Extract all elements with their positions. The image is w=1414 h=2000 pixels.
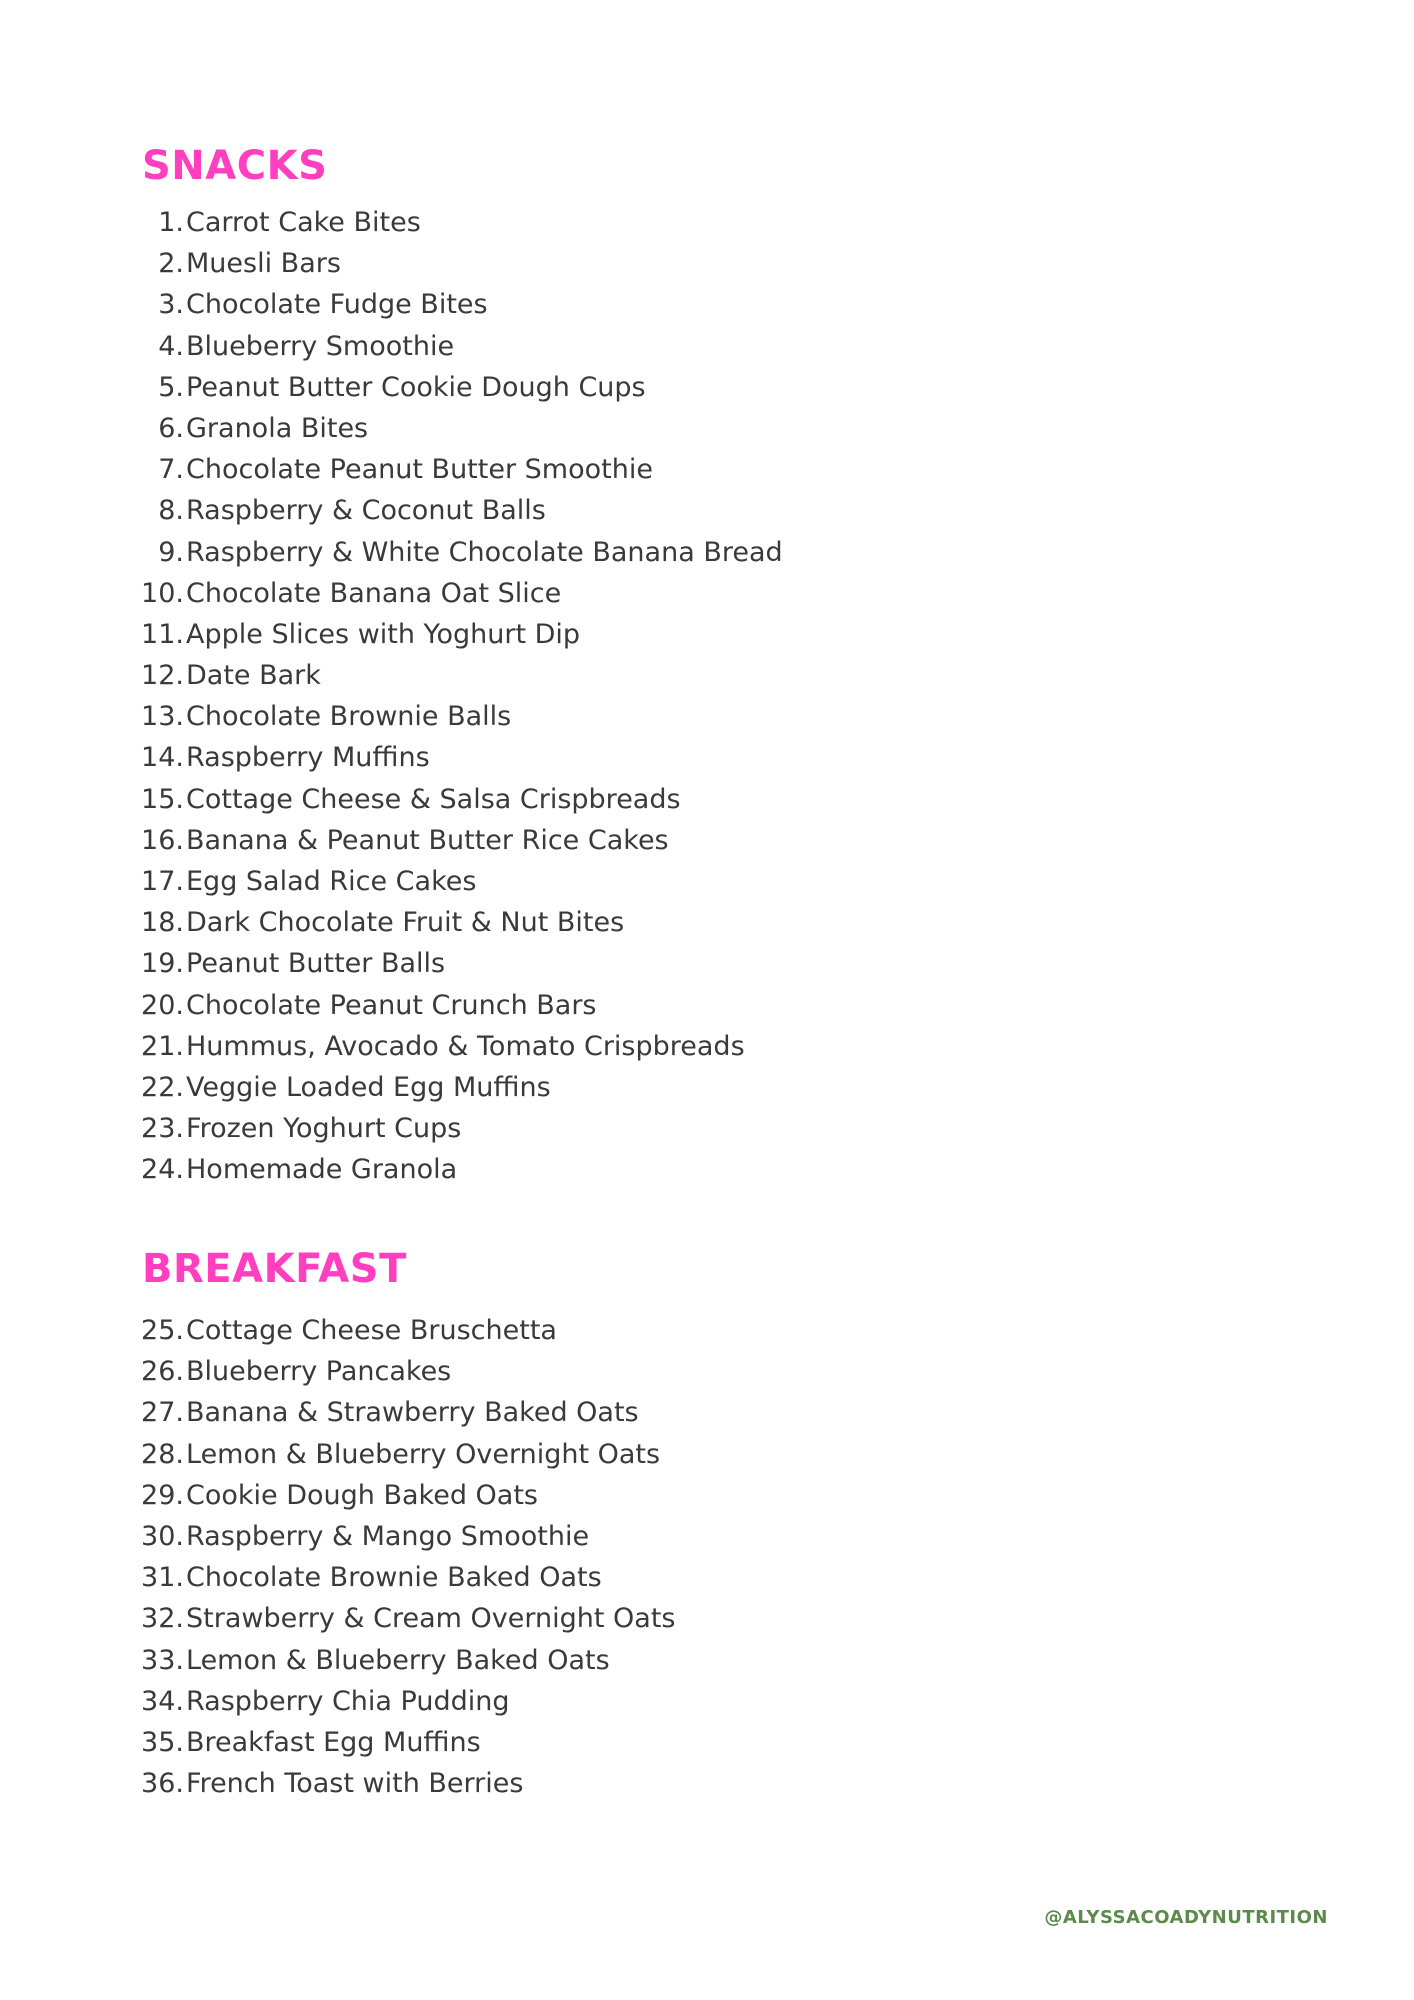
snacks-heading: SNACKS: [142, 143, 328, 189]
recipe-name: Homemade Granola: [186, 1154, 458, 1186]
recipe-number: 36.: [141, 1768, 184, 1800]
recipe-name: Chocolate Banana Oat Slice: [186, 577, 562, 609]
recipe-name: Cottage Cheese Bruschetta: [186, 1315, 557, 1346]
recipe-name: Raspberry Chia Pudding: [186, 1685, 510, 1717]
recipe-name: Hummus, Avocado & Tomato Crispbreads: [186, 1030, 745, 1062]
recipe-name: Banana & Strawberry Baked Oats: [186, 1397, 639, 1429]
recipe-number: 5.: [158, 371, 184, 403]
recipe-number: 32.: [141, 1603, 184, 1635]
recipe-name: Peanut Butter Cookie Dough Cups: [186, 371, 646, 403]
recipe-name: Granola Bites: [186, 412, 369, 444]
recipe-name: Blueberry Pancakes: [186, 1356, 452, 1388]
recipe-number: 24.: [141, 1154, 184, 1186]
recipe-name: Chocolate Fudge Bites: [186, 289, 488, 321]
recipe-number: 10.: [141, 577, 184, 609]
recipe-number: 29.: [141, 1479, 184, 1511]
recipe-name: Strawberry & Cream Overnight Oats: [186, 1603, 676, 1635]
recipe-number: 8.: [158, 495, 184, 527]
recipe-name: French Toast with Berries: [186, 1768, 524, 1800]
recipe-name: Chocolate Brownie Balls: [186, 701, 512, 733]
recipe-name: Dark Chocolate Fruit & Nut Bites: [186, 907, 625, 939]
recipe-name: Veggie Loaded Egg Muffins: [186, 1071, 551, 1103]
recipe-number: 3.: [158, 289, 184, 321]
recipe-name: Cottage Cheese & Salsa Crispbreads: [186, 783, 681, 815]
recipe-number: 17.: [141, 866, 184, 897]
recipe-number: 21.: [141, 1030, 184, 1062]
recipe-number: 4.: [158, 330, 184, 362]
recipe-number: 20.: [141, 989, 184, 1021]
recipe-number: 19.: [141, 948, 184, 980]
recipe-name: Date Bark: [186, 660, 321, 692]
recipe-name: Carrot Cake Bites: [186, 207, 421, 238]
recipe-name: Raspberry & White Chocolate Banana Bread: [186, 536, 783, 568]
recipe-name: Peanut Butter Balls: [186, 948, 446, 980]
recipe-name: Breakfast Egg Muffins: [186, 1726, 481, 1758]
recipe-number: 9.: [158, 536, 184, 568]
recipe-number: 12.: [141, 660, 184, 692]
recipe-name: Raspberry Muffins: [186, 742, 430, 774]
recipe-number: 23.: [141, 1113, 184, 1145]
recipe-number: 30.: [141, 1520, 184, 1552]
recipe-number: 6.: [158, 412, 184, 444]
footer-handle: @ALYSSACOADYNUTRITION: [1044, 1907, 1328, 1928]
recipe-name: Blueberry Smoothie: [186, 330, 455, 362]
recipe-name: Chocolate Peanut Butter Smoothie: [186, 454, 653, 486]
recipe-number: 2.: [158, 248, 184, 280]
recipe-number: 1.: [158, 207, 184, 238]
recipe-number: 15.: [141, 783, 184, 815]
recipe-name: Raspberry & Coconut Balls: [186, 495, 546, 527]
recipe-name: Cookie Dough Baked Oats: [186, 1479, 539, 1511]
recipe-name: Banana & Peanut Butter Rice Cakes: [186, 824, 669, 856]
recipe-name: Lemon & Blueberry Overnight Oats: [186, 1438, 661, 1470]
recipe-name: Lemon & Blueberry Baked Oats: [186, 1644, 610, 1676]
breakfast-heading: BREAKFAST: [142, 1246, 407, 1292]
recipe-name: Chocolate Peanut Crunch Bars: [186, 989, 597, 1021]
recipe-name: Egg Salad Rice Cakes: [186, 866, 477, 897]
recipe-name: Frozen Yoghurt Cups: [186, 1113, 462, 1145]
recipe-number: 18.: [141, 907, 184, 939]
recipe-number: 27.: [141, 1397, 184, 1429]
recipe-number: 14.: [141, 742, 184, 774]
recipe-number: 7.: [158, 454, 184, 486]
recipe-number: 34.: [141, 1685, 184, 1717]
recipe-number: 31.: [141, 1562, 184, 1594]
recipe-name: Apple Slices with Yoghurt Dip: [186, 618, 581, 650]
recipe-number: 35.: [141, 1726, 184, 1758]
recipe-name: Raspberry & Mango Smoothie: [186, 1520, 590, 1552]
recipe-number: 16.: [141, 824, 184, 856]
recipe-number: 26.: [141, 1356, 184, 1388]
recipe-number: 28.: [141, 1438, 184, 1470]
recipe-name: Muesli Bars: [186, 248, 341, 280]
recipe-number: 13.: [141, 701, 184, 733]
recipe-number: 25.: [141, 1315, 184, 1346]
recipe-number: 22.: [141, 1071, 184, 1103]
recipe-number: 11.: [141, 618, 184, 650]
recipe-number: 33.: [141, 1644, 184, 1676]
recipe-name: Chocolate Brownie Baked Oats: [186, 1562, 602, 1594]
